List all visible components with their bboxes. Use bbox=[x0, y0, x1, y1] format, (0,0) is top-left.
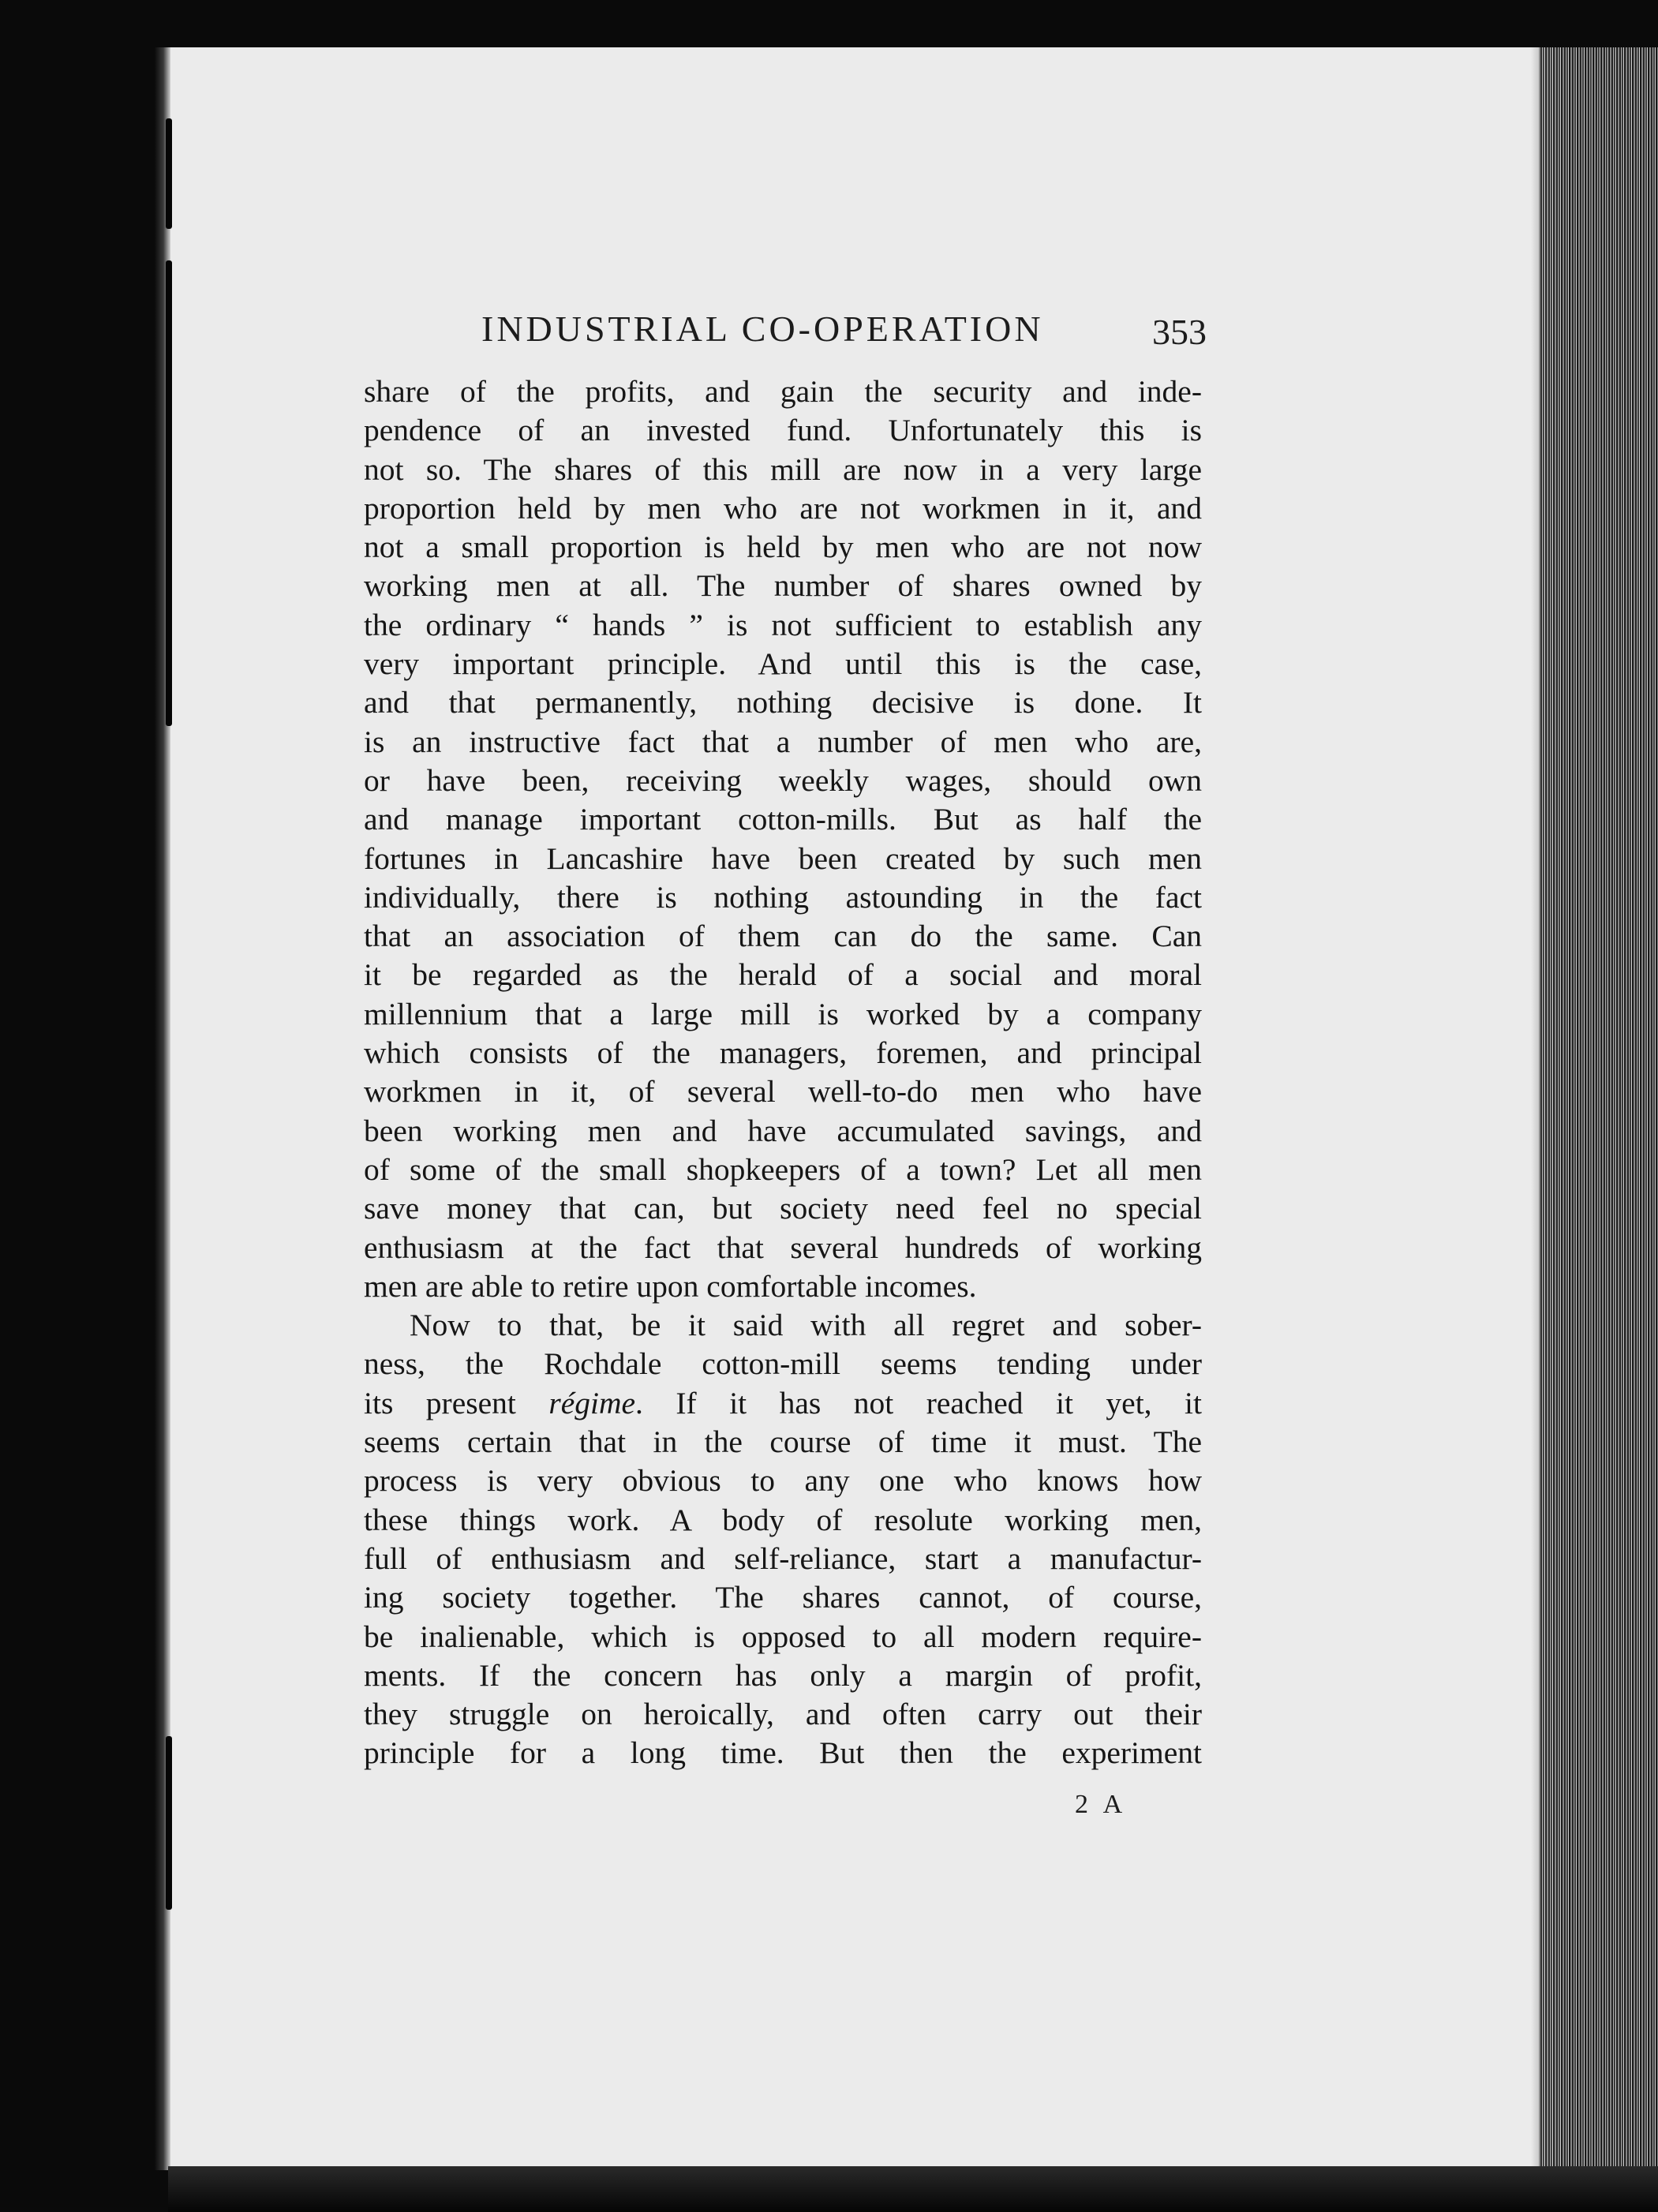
text-line: millennium that a large mill is worked by a company bbox=[364, 996, 1202, 1031]
text-line: is an instructive fact that a number of men who are, bbox=[364, 724, 1202, 759]
gutter-shadow-upper bbox=[166, 118, 172, 229]
text-line: share of the profits, and gain the security and inde- bbox=[364, 374, 1202, 409]
line-tail: . If it has not reached it yet, it bbox=[635, 1385, 1202, 1420]
text-line: enthusiasm at the fact that several hundreds of working bbox=[364, 1230, 1202, 1265]
text-line: very important principle. And until this is the case, bbox=[364, 646, 1202, 682]
text-line: these things work. A body of resolute working men, bbox=[364, 1502, 1202, 1537]
text-line: or have been, receiving weekly wages, should own bbox=[364, 762, 1202, 798]
text-line: men are able to retire upon comfortable incomes. bbox=[364, 1268, 977, 1304]
running-head bbox=[481, 308, 1223, 363]
text-line: which consists of the managers, foremen, and principal bbox=[364, 1035, 1202, 1071]
text-line: pendence of an invested fund. Unfortunately this is bbox=[364, 413, 1202, 448]
text-line: seems certain that in the course of time it must. The bbox=[364, 1424, 1202, 1460]
text-line: individually, there is nothing astounding in the fact bbox=[364, 879, 1202, 915]
line-head: its present bbox=[364, 1385, 516, 1420]
text-line: fortunes in Lancashire have been created by such men bbox=[364, 840, 1202, 876]
text-line: principle for a long time. But then the experiment bbox=[364, 1735, 1202, 1771]
signature-mark: 2 A bbox=[1075, 1790, 1128, 1819]
text-line: ness, the Rochdale cotton-mill seems tending under bbox=[364, 1346, 1202, 1382]
paragraph-1 bbox=[364, 372, 1202, 1306]
text-line: save money that can, but society need feel no special bbox=[364, 1191, 1202, 1226]
paragraph-2 bbox=[364, 1306, 1202, 1773]
text-line: process is very obvious to any one who knows how bbox=[364, 1463, 1202, 1499]
text-line-with-italic bbox=[364, 1384, 1202, 1423]
text-line: the ordinary “ hands ” is not sufficient to establish any bbox=[364, 607, 1202, 642]
text-line: workmen in it, of several well-to-do men who have bbox=[364, 1074, 1202, 1110]
text-line: not a small proportion is held by men who are not now bbox=[364, 530, 1202, 565]
running-title: INDUSTRIAL CO-OPERATION bbox=[481, 309, 1044, 349]
text-line: working men at all. The number of shares owned by bbox=[364, 568, 1202, 604]
gutter-shadow-middle bbox=[166, 260, 172, 726]
bottom-edge bbox=[168, 2166, 1658, 2212]
fore-edge-pages bbox=[1539, 47, 1658, 2170]
text-line: it be regarded as the herald of a social and moral bbox=[364, 957, 1202, 993]
page-number: 353 bbox=[1152, 312, 1207, 352]
text-line: they struggle on heroically, and often carry out their bbox=[364, 1697, 1202, 1732]
text-line: be inalienable, which is opposed to all modern require- bbox=[364, 1619, 1202, 1654]
text-line: not so. The shares of this mill are now in a very large bbox=[364, 451, 1202, 487]
text-line: and that permanently, nothing decisive is done. It bbox=[364, 685, 1202, 720]
gutter-shadow-lower bbox=[166, 1736, 172, 1910]
text-line: full of enthusiasm and self-reliance, start a manufactur- bbox=[364, 1540, 1202, 1576]
text-line: that an association of them can do the same. Can bbox=[364, 919, 1202, 954]
text-line: Now to that, be it said with all regret and sober- bbox=[410, 1308, 1202, 1343]
text-line: ments. If the concern has only a margin of profit, bbox=[364, 1657, 1202, 1693]
italic-word: régime bbox=[548, 1385, 636, 1420]
text-line: ing society together. The shares cannot, of course, bbox=[364, 1580, 1202, 1615]
text-line: of some of the small shopkeepers of a town? Let all men bbox=[364, 1151, 1202, 1187]
body-text bbox=[364, 372, 1202, 1773]
text-line: and manage important cotton-mills. But as half the bbox=[364, 802, 1202, 837]
text-line: proportion held by men who are not workmen in it, and bbox=[364, 490, 1202, 526]
text-line: been working men and have accumulated savings, and bbox=[364, 1113, 1202, 1148]
